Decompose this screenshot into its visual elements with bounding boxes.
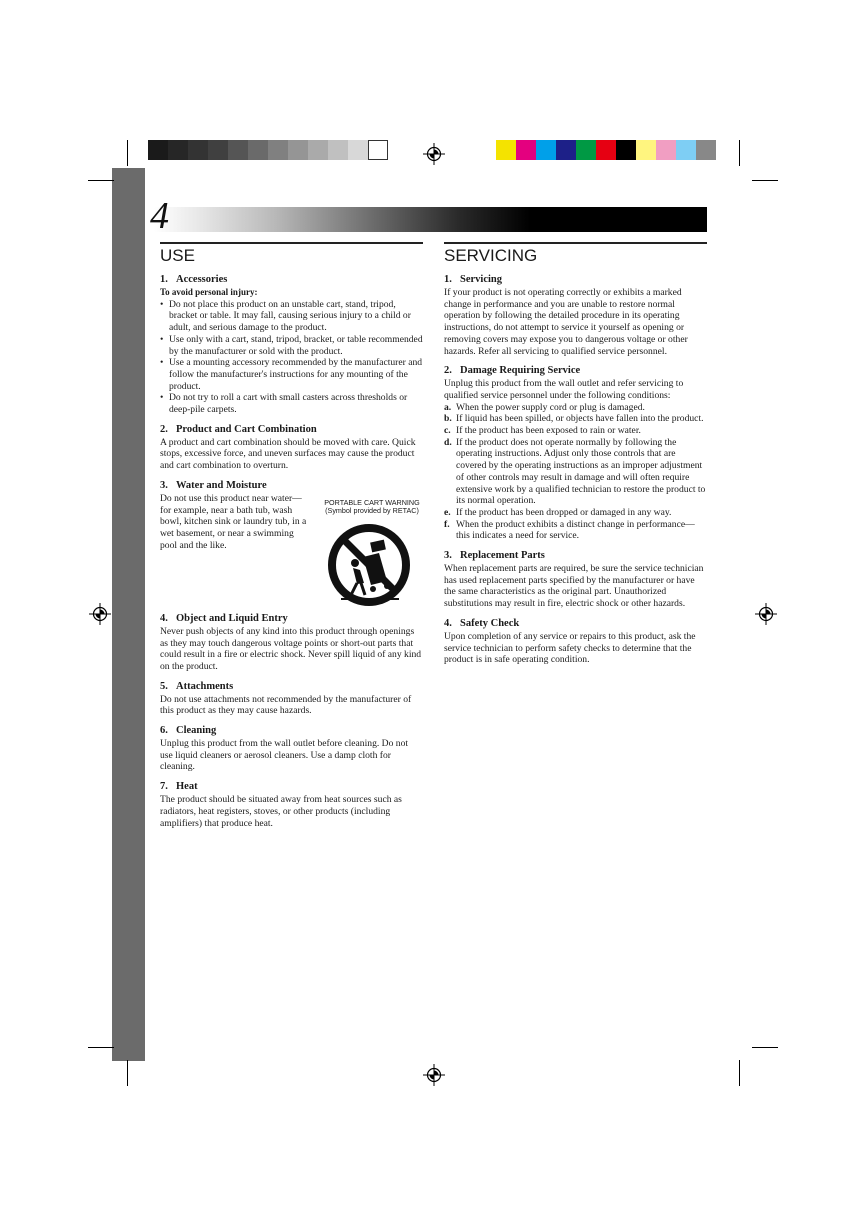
servicing-heading: SERVICING — [444, 246, 538, 265]
crop-mark — [88, 1047, 114, 1048]
registration-mark-icon — [89, 603, 111, 625]
section-heading — [160, 612, 423, 625]
section-body: Unplug this product from the wall outlet and refer servicing to qualified service personnel under the following conditions: — [444, 378, 684, 401]
section-title: Safety Check — [460, 617, 520, 629]
section-title: Cleaning — [176, 725, 217, 737]
page-number: 4 — [150, 195, 169, 237]
color-swatch — [596, 140, 616, 160]
list-item — [444, 437, 707, 507]
section-number: 3. — [160, 479, 168, 491]
section-body: Never push objects of any kind into this product through openings as they may touch dangerous voltage points or short-out parts that could result in a fire or electric shock. Never spill liquid of any kind on the product. — [160, 625, 422, 672]
list-text: If the product does not operate normally by following the operating instructions. Adjust only those controls that are covered by the operating instructions as an improper adjustment of other controls may result in damage and will often require extensive work by a qualified technician to restore the product to its normal operation. — [456, 436, 706, 507]
bullet-icon: • — [160, 392, 164, 404]
crop-mark — [127, 140, 128, 166]
bullet-item — [160, 334, 423, 357]
section-title: Replacement Parts — [460, 550, 545, 562]
color-swatch — [188, 140, 208, 160]
section-number: 2. — [160, 423, 168, 435]
bullet-item — [160, 392, 423, 415]
list-text: When the power supply cord or plug is damaged. — [456, 401, 645, 413]
bullet-item — [160, 299, 423, 334]
section-number: 6. — [160, 725, 168, 737]
crop-mark — [127, 1060, 128, 1086]
section-title: Heat — [176, 781, 198, 793]
section-heading — [160, 724, 423, 737]
section-heading — [160, 479, 423, 492]
list-item — [444, 402, 707, 414]
bullet-item — [160, 357, 423, 392]
color-swatch — [248, 140, 268, 160]
section-number: 5. — [160, 680, 168, 692]
color-swatch — [328, 140, 348, 160]
section-heading — [160, 680, 423, 693]
section-heading — [444, 273, 707, 286]
bullet-text: Do not try to roll a cart with small casters across thresholds or deep-pile carpets. — [169, 392, 408, 416]
list-item — [444, 425, 707, 437]
grayscale-calibration-bar — [148, 140, 388, 160]
list-item — [444, 519, 707, 542]
list-text: When the product exhibits a distinct change in performance—this indicates a need for service. — [456, 518, 695, 542]
caption-line: (Symbol provided by RETAC) — [325, 506, 419, 516]
color-swatch — [636, 140, 656, 160]
registration-mark-icon — [755, 603, 777, 625]
color-swatch — [516, 140, 536, 160]
section-title: Product and Cart Combination — [176, 423, 317, 435]
servicing-column — [444, 242, 707, 666]
color-swatch — [268, 140, 288, 160]
crop-mark — [739, 140, 740, 166]
list-text: If the product has been exposed to rain or water. — [456, 425, 641, 437]
section-body: Do not use this product near water—for example, near a bath tub, wash bowl, kitchen sink or laundry tub, in a wet basement, or near a swimming pool and the like. — [160, 492, 307, 551]
list-key: b. — [444, 413, 452, 425]
section-heading — [444, 549, 707, 562]
color-swatch — [536, 140, 556, 160]
section-body: Do not use attachments not recommended by the manufacturer of this product as they may cause hazards. — [160, 693, 412, 717]
cart-warning-caption — [321, 499, 423, 516]
list-key: e. — [444, 506, 451, 518]
registration-mark-icon — [423, 1064, 445, 1086]
color-swatch — [696, 140, 716, 160]
column-rule — [160, 242, 423, 244]
section-heading — [160, 780, 423, 793]
section-heading — [444, 617, 707, 630]
section-heading — [160, 423, 423, 436]
crop-mark — [88, 180, 114, 181]
color-swatch — [656, 140, 676, 160]
list-key: f. — [444, 518, 450, 530]
section-number: 4. — [444, 617, 452, 629]
list-key: d. — [444, 436, 452, 448]
crop-mark — [752, 1047, 778, 1048]
section-title: Water and Moisture — [176, 479, 267, 491]
crop-mark — [752, 180, 778, 181]
color-swatch — [208, 140, 228, 160]
section-body: If your product is not operating correctly or exhibits a marked change in performance and you are unable to restore normal operation by following the detailed procedure in its operating instructions, do not attempt to service it yourself as opening or removing covers may expose you to dangerous voltage or other hazards. Refer all servicing to qualified service personnel. — [444, 287, 688, 357]
page-sidebar-tab — [112, 168, 145, 1061]
section-body: Upon completion of any service or repairs to this product, ask the service technician to perform safety checks to determine that the product is in safe operating condition. — [444, 630, 696, 666]
section-title: Servicing — [460, 274, 502, 285]
list-item — [444, 413, 707, 425]
list-item — [444, 507, 707, 519]
color-swatch — [168, 140, 188, 160]
section-number: 7. — [160, 781, 168, 793]
section-number: 1. — [160, 274, 168, 285]
section-title: Damage Requiring Service — [460, 365, 581, 377]
bullet-text: Use only with a cart, stand, tripod, bracket, or table recommended by the manufacturer or sold with the product. — [169, 333, 423, 357]
crop-mark — [739, 1060, 740, 1086]
list-key: c. — [444, 425, 451, 437]
list-key: a. — [444, 401, 452, 413]
color-swatch — [576, 140, 596, 160]
registration-mark-icon — [423, 143, 445, 165]
section-body: The product should be situated away from heat sources such as radiators, heat registers, stoves, or other products (including amplifiers) that produce heat. — [160, 794, 402, 829]
section-body: When replacement parts are required, be sure the service technician has used replacement parts specified by the manufacturer or have the same characteristics as the original part. Unauthorized substitutions may result in fire, electric shock or other hazards. — [444, 563, 704, 610]
caption-line: PORTABLE CART WARNING — [324, 497, 420, 507]
portable-cart-warning-icon — [327, 523, 411, 607]
color-swatch — [308, 140, 328, 160]
bullet-icon: • — [160, 357, 164, 369]
use-column — [160, 242, 423, 829]
bullet-icon: • — [160, 333, 164, 345]
list-text: If liquid has been spilled, or objects have fallen into the product. — [456, 413, 704, 425]
section-heading — [444, 364, 707, 377]
use-heading: USE — [160, 246, 195, 265]
color-swatch — [616, 140, 636, 160]
page-header-bar — [154, 207, 707, 232]
section-title: Attachments — [176, 680, 234, 692]
list-text: If the product has been dropped or damaged in any way. — [456, 506, 672, 518]
color-swatch — [228, 140, 248, 160]
section-heading — [160, 273, 423, 286]
subheading: To avoid personal injury: — [160, 287, 258, 297]
section-number: 2. — [444, 365, 452, 377]
section-body: Unplug this product from the wall outlet before cleaning. Do not use liquid cleaners or aerosol cleaners. Use a damp cloth for cleaning. — [160, 738, 409, 773]
bullet-text: Use a mounting accessory recommended by the manufacturer and follow the manufacturer's instructions for any mounting of the product. — [169, 357, 423, 392]
color-calibration-bar — [496, 140, 716, 160]
color-swatch — [556, 140, 576, 160]
bullet-text: Do not place this product on an unstable cart, stand, tripod, bracket or table. It may fall, causing serious injury to a child or adult, and serious damage to the product. — [169, 298, 411, 334]
section-number: 4. — [160, 612, 168, 624]
color-swatch — [676, 140, 696, 160]
color-swatch — [288, 140, 308, 160]
column-rule — [444, 242, 707, 244]
section-title: Accessories — [176, 274, 228, 285]
section-number: 3. — [444, 550, 452, 562]
water-moisture-block — [160, 493, 423, 603]
section-title: Object and Liquid Entry — [176, 612, 288, 624]
section-number: 1. — [444, 274, 452, 285]
color-swatch — [348, 140, 368, 160]
color-swatch — [368, 140, 388, 160]
color-swatch — [148, 140, 168, 160]
section-body: A product and cart combination should be moved with care. Quick stops, excessive force, and uneven surfaces may cause the product and cart combination to overturn. — [160, 436, 416, 472]
bullet-icon: • — [160, 298, 164, 310]
color-swatch — [496, 140, 516, 160]
